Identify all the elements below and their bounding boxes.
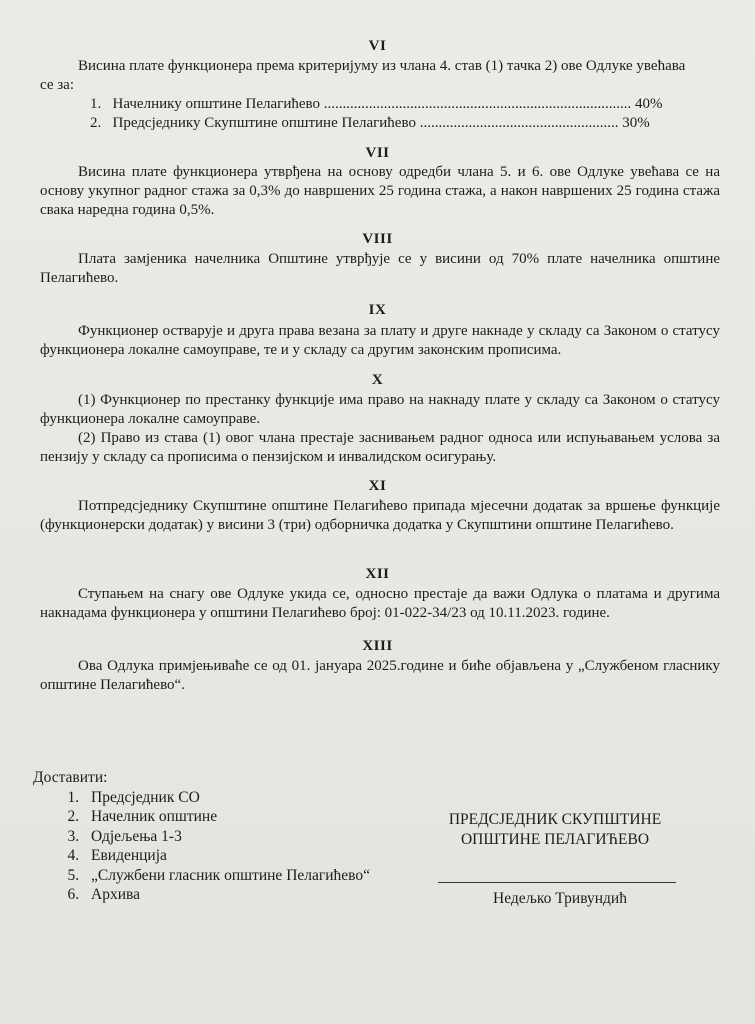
section-xiii-title: XIII xyxy=(362,638,393,654)
section-xii-text: Ступањем на снагу ове Одлуке укида се, односно престаје да важи Одлука о платама и другима накнадама функционера у општини Пелагићево број: 01-022-34/23 од 10.11.2023. године. xyxy=(40,586,720,621)
item-value: 40% xyxy=(635,96,663,112)
section-xi-title: XI xyxy=(368,478,387,494)
section-x-title: X xyxy=(371,372,384,388)
delivery-heading: Доставити: xyxy=(33,769,108,786)
section-ix-text: Функционер остварује и друга права везана за плату и друге накнаде у складу са Законом о статусу функционера локалне самоуправе, те и у складу са другим законским прописима. xyxy=(40,323,720,358)
signature-title-line2: ОПШТИНЕ ПЕЛАГИЋЕВО xyxy=(460,831,650,848)
section-vi-item-1: 1. Начелнику општине Пелагићево .................................................................................. 40% xyxy=(90,96,663,112)
section-vi-item-2: 2. Предсједнику Скупштине општине Пелагићево ..................................................... 30% xyxy=(90,115,650,131)
section-vi-intro xyxy=(40,57,720,95)
signature-line xyxy=(438,882,676,883)
item-label: Начелнику општине Пелагићево xyxy=(112,96,321,112)
section-vii-text: Висина плате функционера утврђена на основу одредби члана 5. и 6. ове Одлуке увећава се на основу укупног радног стажа за 0,3% до навршених 25 година стажа, а након навршених 25 година стажа свака наредна година 0,5%. xyxy=(40,164,720,218)
item-label: Предсједнику Скупштине општине Пелагићево xyxy=(112,115,416,131)
section-vi-intro-line2: се за: xyxy=(40,77,74,93)
signatory-name: Недељко Тривундић xyxy=(493,890,627,907)
section-x-p1: (1) Функционер по престанку функције има право на накнаду плате у складу са Законом о статусу функционера локалне самоуправе. xyxy=(40,392,720,427)
section-x-p2: (2) Право из става (1) овог члана престаје заснивањем радног односа или испуњавањем услова за пензију у складу са прописима о пензијском и инвалидском осигурању. xyxy=(40,430,720,465)
item-value: 30% xyxy=(622,115,650,131)
signature-title-line1: ПРЕДСЈЕДНИК СКУПШТИНЕ xyxy=(448,811,662,828)
delivery-item: 1. Предсједник СО xyxy=(83,788,370,808)
section-ix-title: IX xyxy=(368,302,387,318)
section-xiii-text: Ова Одлука примјењиваће се од 01. јануара 2025.године и биће објављена у „Службеном гласнику општине Пелагићево“. xyxy=(40,658,720,693)
section-vii-title: VII xyxy=(365,145,390,161)
delivery-item: 6. Архива xyxy=(83,885,370,905)
delivery-item: 3. Одјељења 1-3 xyxy=(83,827,370,847)
delivery-list xyxy=(33,768,370,905)
delivery-item: 2. Начелник општине xyxy=(83,807,370,827)
section-viii-text: Плата замјеника начелника Општине утврђује се у висини од 70% плате начелника општине Пелагићево. xyxy=(40,251,720,286)
section-xii-title: XII xyxy=(365,566,390,582)
section-viii-title: VIII xyxy=(362,231,393,247)
section-xi-text: Потпредсједнику Скупштине општине Пелагићево припада мјесечни додатак за вршење функције (функционерски додатак) у висини 3 (три) одборничка додатка у Скупштини општине Пелагићево. xyxy=(40,498,720,533)
delivery-item: 4. Евиденција xyxy=(83,846,370,866)
delivery-item: 5. „Службени гласник општине Пелагићево“ xyxy=(83,866,370,886)
signature-title xyxy=(430,810,680,850)
section-vi-title: VI xyxy=(368,38,387,54)
section-vi-intro-line1: Висина плате функционера према критеријуму из члана 4. став (1) тачка 2) ове Одлуке увећава xyxy=(78,58,686,74)
